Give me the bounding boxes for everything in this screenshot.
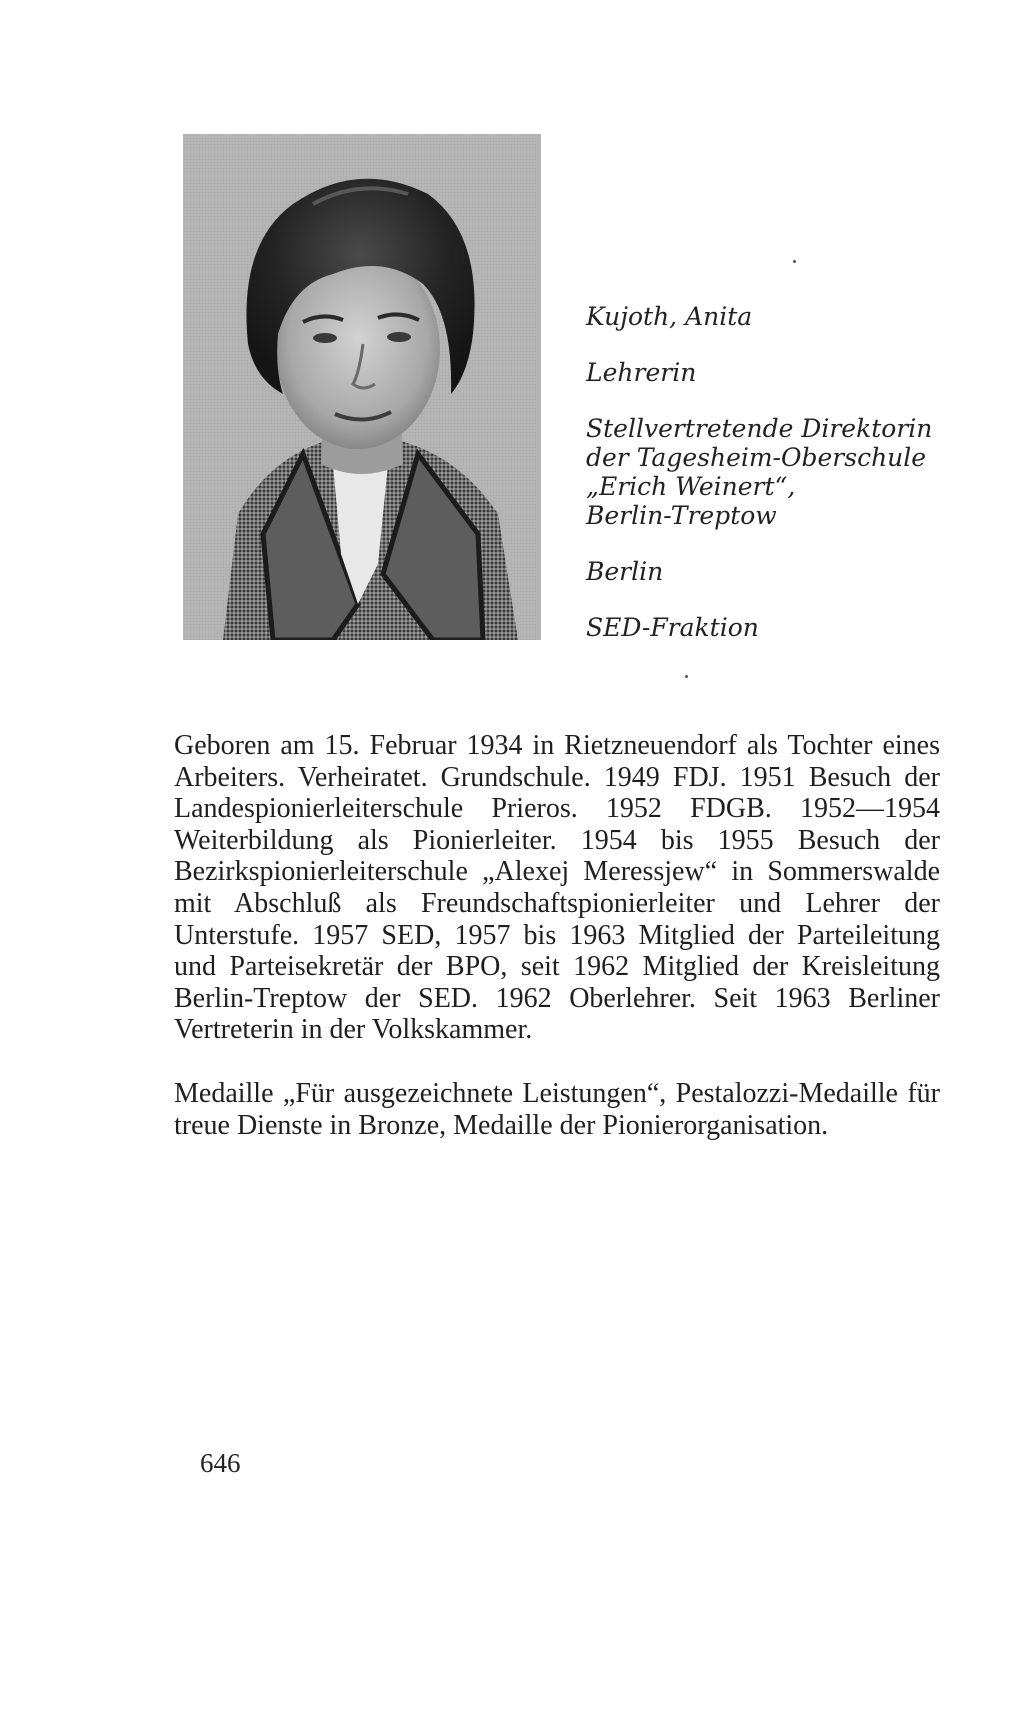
page-number: 646 [200, 1448, 241, 1478]
paper-speck [793, 260, 796, 263]
person-name: Kujoth, Anita [586, 302, 753, 331]
person-faction: SED-Fraktion [586, 613, 759, 642]
portrait-photo [183, 134, 541, 640]
biography-paragraph: Geboren am 15. Februar 1934 in Rietzneuendorf als Tochter eines Arbeiters. Verheiratet. Grundschule. 1949 FDJ. 1951 Besuch der Landespionierleiterschule Prieros. 1952 FDGB. 1952—1954 Weiterbildung als Pionierleiter. 1954 bis 1955 Besuch der Bezirkspionierleiterschule „Alexej Meressjew“ in Sommerswalde mit Abschluß als Freundschaftspionierleiter und Lehrer der Unterstufe. 1957 SED, 1957 bis 1963 Mitglied der Parteileitung und Parteisekretär der BPO, seit 1962 Mitglied der Kreisleitung Berlin-Treptow der SED. 1962 Oberlehrer. Seit 1963 Berliner Vertreterin in der Volkskammer. [174, 730, 940, 1046]
portrait-illustration [183, 134, 541, 640]
person-constituency: Berlin [586, 557, 664, 586]
person-position: Stellvertretende Direktorin der Tagesheim-Oberschule „Erich Weinert“, Berlin-Treptow [586, 414, 933, 530]
paper-speck [685, 675, 688, 678]
person-profession: Lehrerin [586, 358, 697, 387]
person-header [586, 302, 986, 642]
awards-paragraph: Medaille „Für ausgezeichnete Leistungen“, Pestalozzi-Medaille für treue Dienste in Bronze, Medaille der Pionierorganisation. [174, 1078, 940, 1141]
